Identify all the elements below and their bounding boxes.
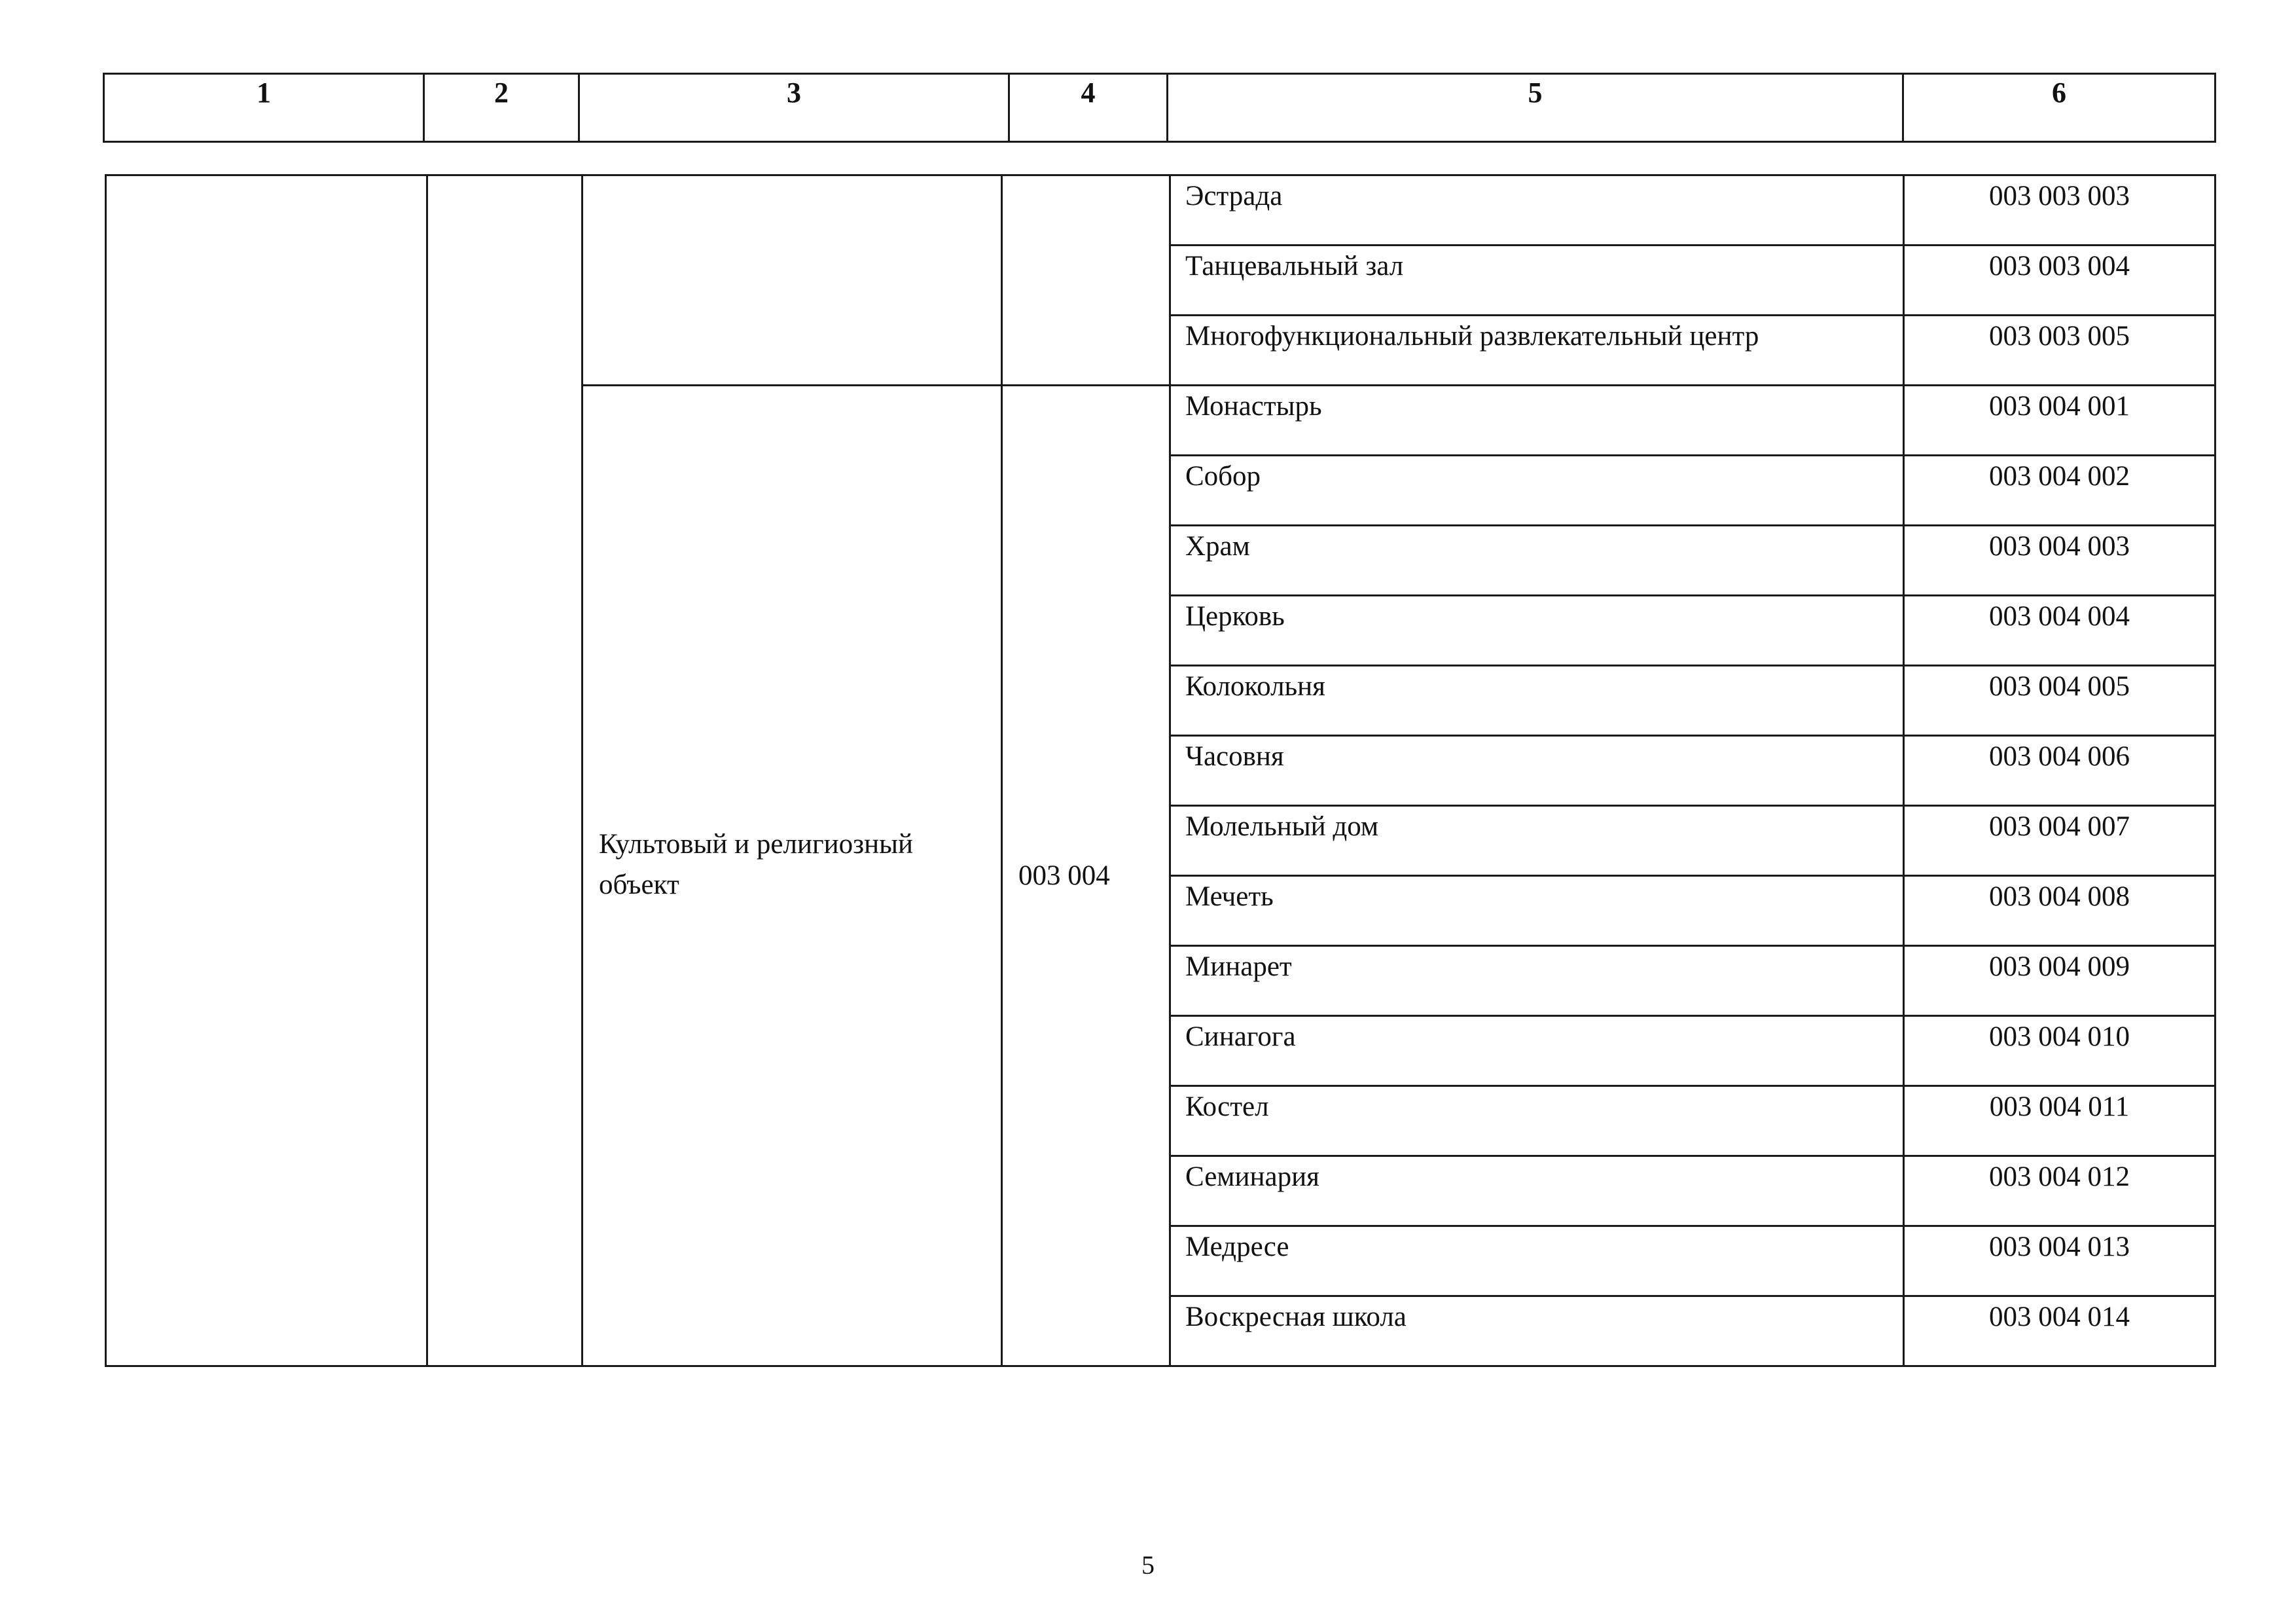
classifier-table (105, 174, 2216, 1367)
col-2-cell (427, 175, 583, 1366)
header-col-4: 4 (1009, 74, 1168, 142)
item-code-cell: 003 004 014 (1904, 1296, 2215, 1366)
item-name-cell: Минарет (1170, 946, 1904, 1016)
header-row (104, 74, 2215, 142)
item-name-cell: Эстрада (1170, 175, 1904, 246)
header-col-6: 6 (1903, 74, 2215, 142)
item-name-cell: Воскресная школа (1170, 1296, 1904, 1366)
item-code-cell: 003 004 001 (1904, 386, 2215, 456)
item-name-cell: Церковь (1170, 596, 1904, 666)
item-code-cell: 003 004 013 (1904, 1226, 2215, 1296)
item-name-cell: Молельный дом (1170, 806, 1904, 876)
item-name-cell: Синагога (1170, 1016, 1904, 1086)
item-name-cell: Колокольня (1170, 666, 1904, 736)
item-code-cell: 003 003 004 (1904, 246, 2215, 316)
item-code-cell: 003 004 010 (1904, 1016, 2215, 1086)
item-code-cell: 003 003 003 (1904, 175, 2215, 246)
header-col-5: 5 (1168, 74, 1903, 142)
item-code-cell: 003 004 005 (1904, 666, 2215, 736)
group-name-cell (583, 175, 1002, 386)
item-name-cell: Медресе (1170, 1226, 1904, 1296)
item-name-cell: Многофункциональный развлекательный центр (1170, 316, 1904, 386)
group-name-cell: Культовый и религиозный объект (583, 386, 1002, 1366)
item-code-cell: 003 003 005 (1904, 316, 2215, 386)
group-code-cell: 003 004 (1002, 386, 1170, 1366)
header-col-3: 3 (579, 74, 1009, 142)
item-code-cell: 003 004 008 (1904, 876, 2215, 946)
page-number: 5 (1141, 1550, 1155, 1580)
table-row (106, 175, 2215, 246)
item-name-cell: Собор (1170, 456, 1904, 526)
item-name-cell: Часовня (1170, 736, 1904, 806)
item-name-cell: Мечеть (1170, 876, 1904, 946)
classifier-table-body (106, 175, 2215, 1366)
item-name-cell: Костел (1170, 1086, 1904, 1156)
item-code-cell: 003 004 011 (1904, 1086, 2215, 1156)
header-col-2: 2 (424, 74, 579, 142)
item-code-cell: 003 004 007 (1904, 806, 2215, 876)
group-code-cell (1002, 175, 1170, 386)
column-number-header (103, 73, 2216, 143)
item-code-cell: 003 004 004 (1904, 596, 2215, 666)
item-code-cell: 003 004 012 (1904, 1156, 2215, 1226)
header-col-1: 1 (104, 74, 424, 142)
item-code-cell: 003 004 003 (1904, 526, 2215, 596)
col-1-cell (106, 175, 427, 1366)
item-code-cell: 003 004 006 (1904, 736, 2215, 806)
item-code-cell: 003 004 002 (1904, 456, 2215, 526)
item-name-cell: Храм (1170, 526, 1904, 596)
item-name-cell: Танцевальный зал (1170, 246, 1904, 316)
item-name-cell: Семинария (1170, 1156, 1904, 1226)
item-code-cell: 003 004 009 (1904, 946, 2215, 1016)
item-name-cell: Монастырь (1170, 386, 1904, 456)
